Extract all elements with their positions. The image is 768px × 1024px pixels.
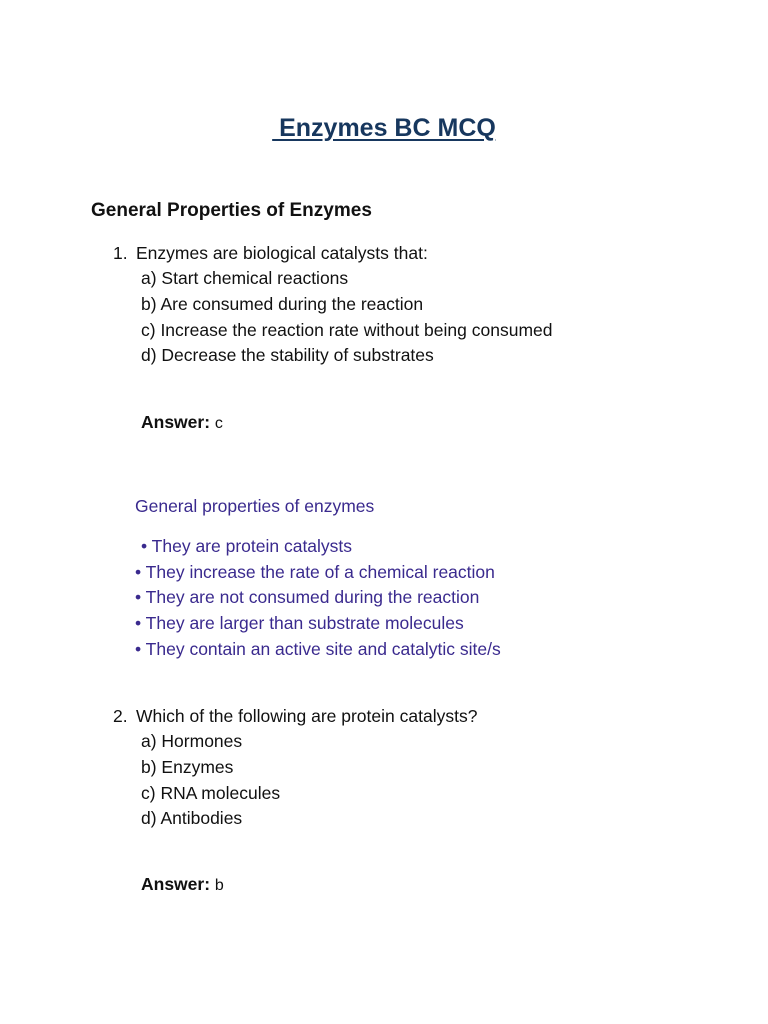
question-2-option-c: c) RNA molecules <box>141 782 281 803</box>
question-1-answer <box>141 410 223 436</box>
question-1-option-d: d) Decrease the stability of substrates <box>141 345 434 366</box>
note-item: • They are protein catalysts <box>141 536 353 556</box>
note-item: • They contain an active site and catalytic site/s <box>135 638 501 659</box>
question-1-option-c: c) Increase the reaction rate without being consumed <box>141 319 553 340</box>
note-item: • They increase the rate of a chemical reaction <box>135 561 495 582</box>
question-1-option-b: b) Are consumed during the reaction <box>141 293 424 314</box>
notes-block <box>135 493 501 663</box>
question-1-stem <box>113 240 552 266</box>
question-2-option-a: a) Hormones <box>141 731 243 751</box>
question-1-options <box>113 266 552 369</box>
question-2-option-d: d) Antibodies <box>141 808 243 829</box>
question-2 <box>113 703 477 832</box>
answer-label: Answer: <box>141 874 211 894</box>
question-2-answer <box>141 872 224 898</box>
question-1 <box>113 240 552 369</box>
question-1-number: 1. <box>113 243 128 263</box>
note-item: • They are larger than substrate molecules <box>135 613 464 634</box>
question-2-options <box>113 729 477 832</box>
answer-value: b <box>214 877 224 894</box>
question-2-option-b: b) Enzymes <box>141 756 234 777</box>
note-item: • They are not consumed during the reaction <box>135 587 480 608</box>
question-2-text: Which of the following are protein catalysts? <box>136 706 478 726</box>
question-2-stem <box>113 703 477 729</box>
answer-value: c <box>214 415 223 432</box>
section-heading: General Properties of Enzymes <box>91 200 372 221</box>
question-2-number: 2. <box>113 706 128 726</box>
question-1-option-a: a) Start chemical reactions <box>141 268 349 288</box>
answer-label: Answer: <box>141 412 211 432</box>
question-1-text: Enzymes are biological catalysts that: <box>136 243 428 263</box>
page-title: Enzymes BC MCQ <box>272 114 496 142</box>
notes-heading: General properties of enzymes <box>135 496 375 516</box>
